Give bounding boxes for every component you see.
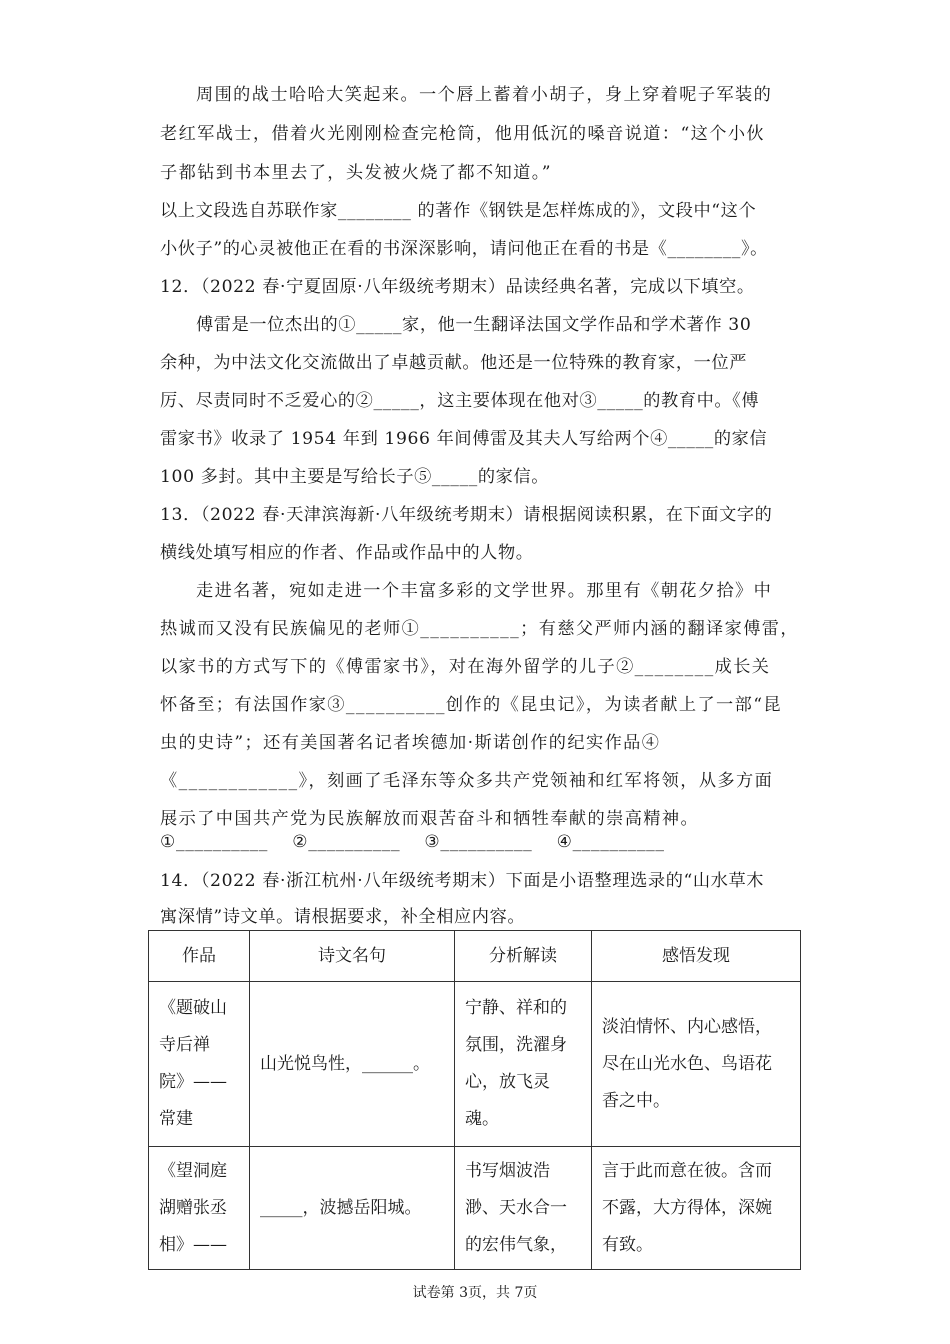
poem-table xyxy=(148,930,801,1270)
q12-line: 100 多封。其中主要是写给长子⑤_____的家信。 xyxy=(160,467,550,487)
work-line: 《望洞庭 xyxy=(159,1160,227,1181)
work-line: 院》—— xyxy=(159,1072,227,1092)
insight-line: 不露，大方得体，深婉 xyxy=(602,1197,772,1218)
table-row xyxy=(149,982,801,1147)
question-13-header: 横线处填写相应的作者、作品或作品中的人物。 xyxy=(160,543,534,563)
question-12-header: 12．（2022 春·宁夏固原·八年级统考期末）品读经典名著，完成以下填空。 xyxy=(160,277,755,297)
verse-cell xyxy=(250,982,455,1147)
insight-line: 有致。 xyxy=(602,1234,653,1255)
work-line: 相》—— xyxy=(159,1234,227,1255)
verse-text: _____，波撼岳阳城。 xyxy=(260,1197,422,1218)
table-header-cell: 感悟发现 xyxy=(592,931,801,982)
analysis-line: 心，放飞灵魂。 xyxy=(465,1072,550,1129)
question-line: 小伙子”的心灵被他正在看的书深深影响，请问他正在看的书是《________》。 xyxy=(160,239,768,259)
table-row xyxy=(149,1147,801,1270)
table-header-row xyxy=(149,931,801,982)
q13-line: 以家书的方式写下的《傅雷家书》，对在海外留学的儿子②________成长关 xyxy=(160,657,771,677)
table-header-cell: 诗文名句 xyxy=(250,931,455,982)
analysis-line: 宁静、祥和的 xyxy=(465,998,567,1018)
analysis-cell xyxy=(455,982,592,1147)
q12-line: 余种，为中法文化交流做出了卓越贡献。他还是一位特殊的教育家，一位严 xyxy=(160,353,747,373)
verse-text: 山光悦鸟性，______。 xyxy=(260,1053,430,1074)
q13-line: 走进名著，宛如走进一个丰富多彩的文学世界。那里有《朝花夕拾》中 xyxy=(196,581,773,601)
q13-line: 展示了中国共产党为民族解放而艰苦奋斗和牺牲奉献的崇高精神。 xyxy=(160,809,700,829)
table-header-cell: 分析解读 xyxy=(455,931,592,982)
q12-line: 傅雷是一位杰出的①_____家，他一生翻译法国文学作品和学术著作 30 xyxy=(196,315,752,335)
insight-line: 言于此而意在彼。含而 xyxy=(602,1160,772,1181)
work-line: 常建 xyxy=(159,1109,193,1129)
work-cell xyxy=(149,1147,250,1270)
q13-line: 怀备至；有法国作家③__________创作的《昆虫记》，为读者献上了一部“昆 xyxy=(160,695,782,715)
insight-line: 香之中。 xyxy=(602,1090,670,1111)
passage-line: 子都钻到书本里去了，头发被火烧了都不知道。” xyxy=(160,163,552,183)
passage-line: 周围的战士哈哈大笑起来。一个唇上蓄着小胡子，身上穿着呢子军装的 xyxy=(196,85,773,105)
question-13-header: 13．（2022 春·天津滨海新·八年级统考期末）请根据阅读积累，在下面文字的 xyxy=(160,505,773,525)
q13-line: 《____________》，刻画了毛泽东等众多共产党领袖和红军将领，从多方面 xyxy=(160,771,774,791)
analysis-line: 书写烟波浩 xyxy=(465,1160,550,1181)
question-line: 以上文段选自苏联作家________ 的著作《钢铁是怎样炼成的》，文段中“这个 xyxy=(160,201,757,221)
passage-line: 老红军战士，借着火光刚刚检查完枪筒，他用低沉的嗓音说道：“这个小伙 xyxy=(160,124,765,144)
q13-answer-blanks: ①__________ ②__________ ③__________ ④__________ xyxy=(160,832,665,852)
verse-cell xyxy=(250,1147,455,1270)
page-footer: 试卷第 3页，共 7页 xyxy=(412,1285,538,1301)
insight-cell xyxy=(592,1147,801,1270)
q12-line: 雷家书》收录了 1954 年到 1966 年间傅雷及其夫人写给两个④_____的家信 xyxy=(160,429,768,449)
work-line: 《题破山 xyxy=(159,998,227,1018)
analysis-line: 氛围，洗濯身 xyxy=(465,1035,567,1055)
q13-line: 热诚而又没有民族偏见的老师①__________；有慈父严师内涵的翻译家傅雷， xyxy=(160,619,799,639)
insight-line: 淡泊情怀、内心感悟， xyxy=(602,1016,772,1037)
work-cell xyxy=(149,982,250,1147)
table-header-cell: 作品 xyxy=(149,931,250,982)
work-line: 湖赠张丞 xyxy=(159,1197,227,1218)
analysis-cell xyxy=(455,1147,592,1270)
work-line: 寺后禅 xyxy=(159,1035,210,1055)
q12-line: 厉、尽责同时不乏爱心的②_____，这主要体现在他对③_____的教育中。《傅 xyxy=(160,391,760,411)
analysis-line: 渺、天水合一 xyxy=(465,1197,567,1218)
insight-cell xyxy=(592,982,801,1147)
question-14-header: 14．（2022 春·浙江杭州·八年级统考期末）下面是小语整理选录的“山水草木 xyxy=(160,871,765,891)
analysis-line: 的宏伟气象， xyxy=(465,1234,567,1255)
question-14-header: 寓深情”诗文单。请根据要求，补全相应内容。 xyxy=(160,907,526,927)
q13-line: 虫的史诗”；还有美国著名记者埃德加·斯诺创作的纪实作品④ xyxy=(160,733,661,753)
insight-line: 尽在山光水色、鸟语花 xyxy=(602,1053,772,1074)
